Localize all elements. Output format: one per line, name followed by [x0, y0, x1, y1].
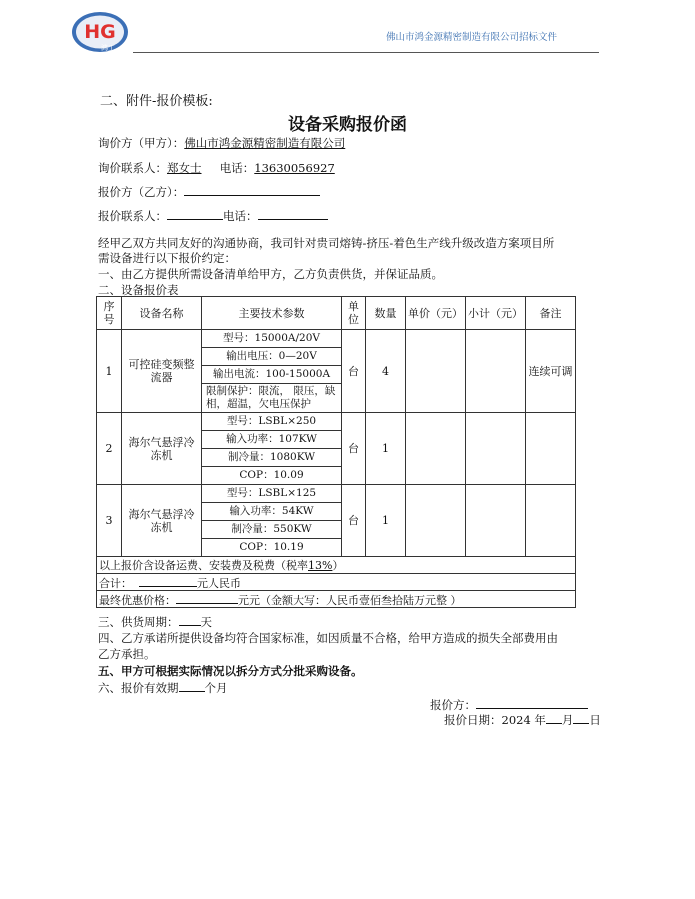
row-qty: 1 — [366, 413, 406, 485]
total-cell — [97, 574, 576, 591]
inquirer-value: 佛山市鸿金源精密制造有限公司 — [184, 136, 346, 150]
row-name: 海尔气悬浮冷冻机 — [122, 413, 202, 485]
row-qty: 4 — [366, 330, 406, 413]
row-param: 输出电压：0—20V — [202, 348, 342, 366]
signature-day: 日 — [589, 713, 601, 727]
header-name: 设备名称 — [122, 297, 202, 330]
clause-4-line-1: 四、乙方承诺所提供设备均符合国家标准，如因质量不合格，给甲方造成的损失全部费用由 — [98, 631, 558, 645]
quoter-contact-label: 报价联系人： — [98, 209, 167, 223]
table-row — [97, 485, 576, 503]
clause-3-prefix: 三、供货周期： — [98, 615, 179, 629]
total-suffix: 元人民币 — [197, 576, 241, 590]
clause-6 — [98, 680, 228, 696]
contact-label: 询价联系人： — [98, 161, 167, 175]
tax-note-row — [97, 557, 576, 574]
header-params: 主要技术参数 — [202, 297, 342, 330]
inquirer-line — [98, 135, 345, 151]
month-blank[interactable] — [546, 712, 562, 724]
header-qty: 数量 — [366, 297, 406, 330]
clause-6-prefix: 六、报价有效期 — [98, 681, 179, 695]
contact-line — [98, 160, 335, 176]
signature-date-prefix: 报价日期：2024 年 — [444, 713, 546, 727]
row-remark — [526, 413, 576, 485]
row-param: 输入功率：54KW — [202, 503, 342, 521]
company-logo — [70, 10, 130, 54]
quoter-contact-blank[interactable] — [167, 208, 223, 220]
row-remark: 连续可调 — [526, 330, 576, 413]
header-price: 单价（元） — [406, 297, 466, 330]
final-blank[interactable] — [176, 592, 238, 604]
header-company-name: 佛山市鸿金源精密制造有限公司招标文件 — [386, 32, 558, 43]
row-name: 海尔气悬浮冷冻机 — [122, 485, 202, 557]
table-header-row — [97, 297, 576, 330]
clause-2: 二、设备报价表 — [98, 283, 179, 297]
quoter-blank[interactable] — [184, 184, 320, 196]
clause-3 — [98, 614, 212, 630]
contact-phone: 13630056927 — [254, 161, 335, 175]
signature-party-label: 报价方： — [430, 698, 476, 712]
row-qty: 1 — [366, 485, 406, 557]
intro-line-2: 需设备进行以下报价约定： — [98, 251, 236, 265]
signature-blank[interactable] — [476, 697, 588, 709]
contact-name: 郑女士 — [167, 161, 202, 175]
quoter-phone-label: 电话： — [223, 209, 258, 223]
header-no: 序号 — [97, 297, 122, 330]
row-subtotal[interactable] — [466, 413, 526, 485]
row-param: COP：10.09 — [202, 467, 342, 485]
contact-phone-label: 电话： — [219, 161, 255, 175]
row-remark — [526, 485, 576, 557]
row-no: 3 — [97, 485, 122, 557]
row-unit: 台 — [342, 413, 366, 485]
header-unit: 单位 — [342, 297, 366, 330]
quoter-line — [98, 184, 320, 200]
row-unit: 台 — [342, 485, 366, 557]
tax-note-prefix: 以上报价含设备运费、安装费及税费（税率 — [99, 558, 308, 572]
document-title: 设备采购报价函 — [288, 115, 407, 135]
table-row — [97, 330, 576, 348]
row-name: 可控硅变频整流器 — [122, 330, 202, 413]
logo-subtext: 鸿工 — [101, 44, 115, 52]
clause-1: 一、由乙方提供所需设备清单给甲方，乙方负责供货，并保证品质。 — [98, 267, 443, 281]
validity-blank[interactable] — [179, 680, 205, 692]
row-price[interactable] — [406, 413, 466, 485]
row-param: 型号：15000A/20V — [202, 330, 342, 348]
row-no: 2 — [97, 413, 122, 485]
final-price-row — [97, 591, 576, 608]
tax-rate: 13% — [308, 558, 333, 572]
row-param: COP：10.19 — [202, 539, 342, 557]
signature-party — [430, 697, 588, 713]
intro-line-1: 经甲乙双方共同友好的沟通协商，我司针对贵司熔铸-挤压-着色生产线升级改造方案项目所 — [98, 236, 555, 250]
row-param: 型号：LSBL×250 — [202, 413, 342, 431]
signature-month: 月 — [561, 713, 574, 727]
final-label: 最终优惠价格： — [99, 593, 176, 607]
row-subtotal[interactable] — [466, 485, 526, 557]
final-price-cell — [97, 591, 576, 608]
total-row — [97, 574, 576, 591]
row-price[interactable] — [406, 330, 466, 413]
row-param: 制冷量：550KW — [202, 521, 342, 539]
quoter-phone-blank[interactable] — [258, 208, 328, 220]
row-unit: 台 — [342, 330, 366, 413]
quoter-label: 报价方（乙方）： — [98, 185, 185, 199]
row-param: 型号：LSBL×125 — [202, 485, 342, 503]
logo-text: HG — [84, 21, 116, 43]
row-param: 输入功率：107KW — [202, 431, 342, 449]
header-divider — [133, 52, 599, 53]
row-param: 输出电流：100-15000A — [202, 366, 342, 384]
total-blank[interactable] — [139, 575, 197, 587]
total-label: 合计： — [99, 576, 132, 590]
final-suffix: 元元（金额大写：人民币壹佰叁拾陆万元整 ） — [238, 593, 462, 607]
day-blank[interactable] — [573, 712, 589, 724]
clause-3-suffix: 天 — [200, 615, 212, 629]
section-title: 二、附件-报价模板: — [100, 94, 213, 109]
clause-5: 五、甲方可根据实际情况以拆分方式分批采购设备。 — [98, 664, 363, 678]
quotation-table — [96, 296, 576, 608]
clause-4-line-2: 乙方承担。 — [98, 647, 156, 661]
row-param: 限制保护：限流， 限压，缺相，超温，欠电压保护 — [202, 384, 342, 413]
row-price[interactable] — [406, 485, 466, 557]
header-remark: 备注 — [526, 297, 576, 330]
row-no: 1 — [97, 330, 122, 413]
quoter-contact-line — [98, 208, 328, 224]
supply-period-blank[interactable] — [179, 614, 201, 626]
signature-date — [444, 712, 601, 728]
row-subtotal[interactable] — [466, 330, 526, 413]
table-row — [97, 413, 576, 431]
tax-note-suffix: ） — [332, 558, 344, 572]
clause-6-suffix: 个月 — [204, 681, 228, 695]
row-param: 制冷量：1080KW — [202, 449, 342, 467]
header-subtotal: 小计（元） — [466, 297, 526, 330]
inquirer-label: 询价方（甲方）： — [98, 136, 185, 150]
tax-note — [97, 557, 576, 574]
